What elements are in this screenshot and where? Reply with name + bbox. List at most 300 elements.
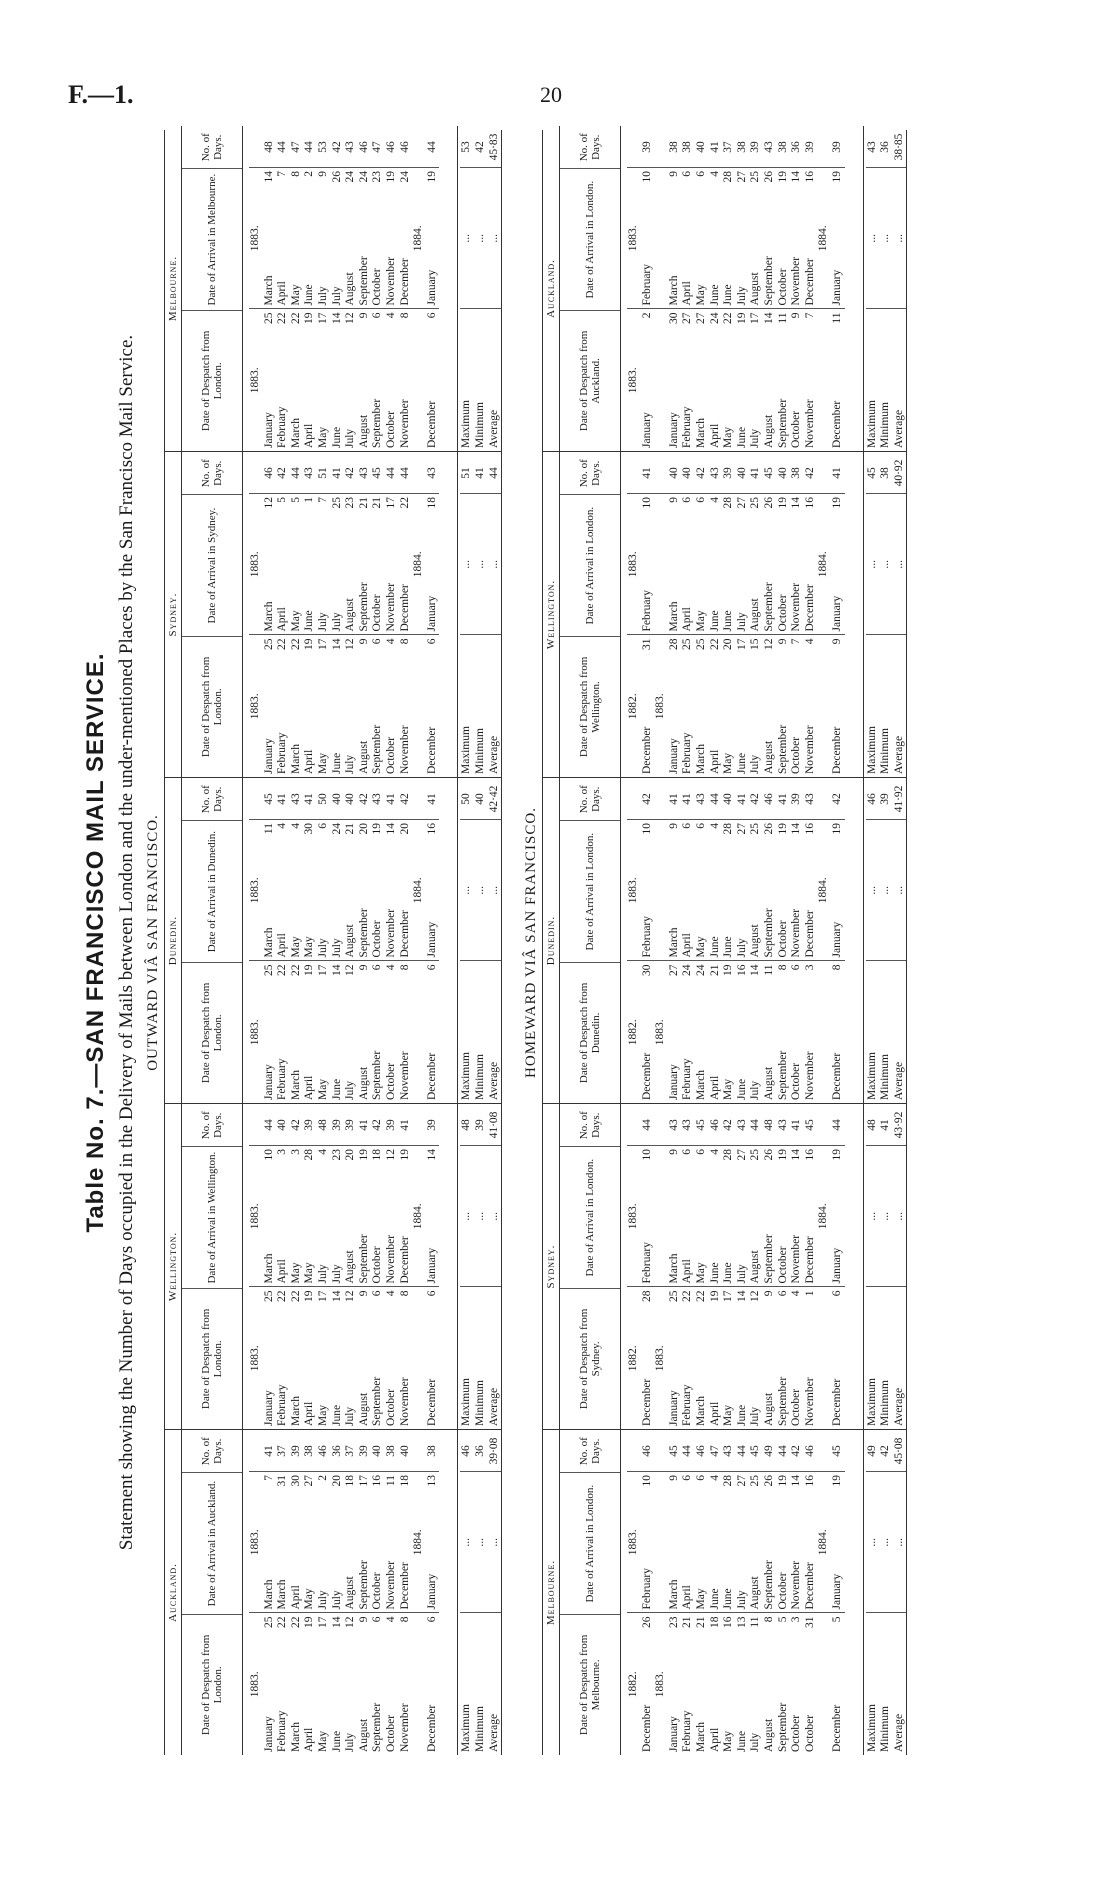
place-name: Sydney. (165, 452, 182, 777)
place-block (543, 1430, 906, 1755)
column-header: Date of Despatch from London. (200, 1308, 224, 1410)
year-label: 1883. (627, 1203, 640, 1230)
month: December (425, 726, 438, 774)
table-row (681, 126, 695, 451)
day: 19 (371, 823, 384, 835)
year-arrival (627, 820, 641, 962)
days-count: 43 (681, 1105, 695, 1146)
column-header: Date of Arrival in London. (560, 496, 620, 637)
table-row (358, 1430, 372, 1755)
day: 22 (695, 1290, 708, 1302)
summary-row (460, 126, 474, 451)
year-label: 1884. (817, 225, 830, 252)
year-label: 1883. (249, 1529, 261, 1556)
arrival-date (290, 1472, 304, 1614)
days-count: 48 (317, 1105, 331, 1146)
column-headers (182, 1430, 243, 1755)
table-row (641, 778, 655, 1103)
month: April (681, 607, 694, 632)
summary-value: 42 (879, 1431, 893, 1472)
table-row (736, 1104, 750, 1429)
day: 8 (398, 312, 411, 319)
summary-label (488, 1614, 502, 1756)
arrival-date (358, 168, 372, 310)
month: December (398, 1562, 411, 1610)
column-header: Date of Arrival in Melbourne. (182, 170, 242, 311)
despatch-date (709, 636, 723, 778)
day: 28 (722, 1149, 735, 1161)
table-row (763, 452, 777, 777)
year-despatch (654, 310, 668, 452)
month: December (831, 400, 843, 448)
summary-label (879, 962, 893, 1104)
month: September (776, 724, 789, 774)
month: November (384, 1560, 397, 1610)
day: 21 (708, 964, 721, 976)
day: 26 (763, 823, 776, 835)
label: Average (892, 735, 905, 774)
table-row (399, 452, 413, 777)
month: June (708, 1262, 721, 1284)
month: December (831, 726, 843, 774)
month: February (640, 915, 653, 958)
table-row (290, 1104, 304, 1429)
summary-row (866, 1104, 880, 1429)
month: October (790, 1388, 803, 1426)
year-label (654, 823, 668, 958)
data-rows (243, 1104, 501, 1429)
summary-row (879, 778, 893, 1103)
day: 14 (790, 497, 803, 509)
day: 16 (722, 1616, 735, 1628)
month: October (384, 1388, 397, 1426)
day: 19 (303, 1290, 316, 1302)
despatch-date (681, 962, 695, 1104)
summary-dots (866, 820, 880, 962)
days-count: 44 (263, 1105, 277, 1146)
month: March (695, 417, 708, 448)
days-count: 44 (749, 1105, 763, 1146)
arrival-date (749, 168, 763, 310)
days-count: 38 (303, 1431, 317, 1472)
days-count: 44 (426, 127, 440, 168)
day: 14 (262, 171, 275, 183)
arrival-date (399, 1146, 413, 1288)
dots: ... (865, 559, 878, 569)
day: 4 (708, 823, 721, 829)
table-row (777, 1104, 791, 1429)
days-count: 36 (331, 1431, 345, 1472)
table-row (790, 778, 804, 1103)
table-row (358, 126, 372, 451)
days-count: 39 (804, 127, 818, 168)
month: September (371, 1702, 384, 1752)
arrival-date (722, 1472, 736, 1614)
arrival-date (385, 1146, 399, 1288)
despatch-date (736, 636, 750, 778)
days-count: 39 (831, 127, 845, 168)
month: March (695, 1721, 708, 1752)
month: January (262, 412, 275, 448)
days-count: 39 (790, 779, 804, 820)
day: 19 (831, 1149, 843, 1161)
days-count: 38 (736, 127, 750, 168)
label: Maximum (865, 1704, 878, 1752)
day: 16 (803, 1475, 816, 1487)
day: 27 (681, 312, 694, 324)
despatch-date (358, 1614, 372, 1756)
days-count: 50 (317, 779, 331, 820)
summary-value: 39 (879, 779, 893, 820)
month: July (735, 612, 748, 632)
despatch-date (695, 1288, 709, 1430)
day: 9 (667, 171, 680, 177)
month: February (681, 1058, 694, 1100)
day: 6 (425, 1290, 438, 1297)
column-header: No. of Days. (182, 1430, 242, 1474)
summary-dots (488, 1472, 502, 1614)
year-row (249, 1104, 263, 1429)
day: 20 (357, 823, 370, 835)
place-name: Dunedin. (543, 778, 560, 1103)
year-label: 1882. (627, 1345, 640, 1372)
day: 18 (425, 497, 438, 509)
day: 17 (357, 1475, 370, 1487)
month: December (803, 910, 816, 958)
month: June (303, 284, 316, 306)
despatch-date (331, 636, 345, 778)
month: July (735, 938, 748, 958)
despatch-date (736, 1288, 750, 1430)
despatch-date (722, 962, 736, 1104)
table-row (276, 1104, 290, 1429)
dots: ... (473, 1537, 486, 1547)
day: 23 (371, 171, 384, 183)
dots: ... (865, 233, 878, 243)
table-row (681, 452, 695, 777)
dots: ... (473, 233, 486, 243)
summary-label (460, 1614, 474, 1756)
table-row (344, 1104, 358, 1429)
day: 4 (803, 638, 816, 645)
year-label: 1883. (627, 877, 640, 904)
days-count: 43 (344, 127, 358, 168)
despatch-date (722, 1614, 736, 1756)
table-row (358, 1104, 372, 1429)
summary-value: 41 (474, 453, 488, 494)
despatch-date (709, 310, 723, 452)
day: 6 (371, 638, 384, 645)
summary (863, 126, 907, 451)
summary-row (488, 126, 502, 451)
day: 4 (384, 1616, 397, 1623)
day: 27 (735, 1149, 748, 1161)
arrival-date (303, 168, 317, 310)
arrival-date (331, 1146, 345, 1288)
month: May (695, 284, 708, 306)
year-label: 1883. (627, 1529, 640, 1556)
month: March (262, 1253, 275, 1284)
month: February (276, 1384, 289, 1426)
column-headers (182, 452, 243, 777)
year-row (817, 778, 831, 1103)
month: November (790, 1560, 803, 1610)
days-count: 41 (399, 1105, 413, 1146)
day: 17 (749, 312, 762, 324)
column-header: Date of Despatch from Dunedin. (578, 982, 603, 1084)
year-arrival (654, 1472, 668, 1614)
label: Maximum (460, 1052, 473, 1100)
arrival-date (371, 494, 385, 636)
month: December (640, 726, 653, 774)
day: 12 (384, 1149, 397, 1161)
table-row (303, 1104, 317, 1429)
summary-label (460, 310, 474, 452)
column-header: No. of Days. (182, 126, 242, 170)
table-row (749, 452, 763, 777)
month: May (722, 1078, 735, 1100)
day: 2 (316, 1475, 329, 1481)
despatch-date (763, 636, 777, 778)
day: 24 (695, 964, 708, 976)
day: 19 (776, 171, 789, 183)
label: Average (892, 1387, 905, 1426)
month: June (330, 1730, 343, 1752)
month: May (316, 752, 329, 774)
day: 16 (803, 497, 816, 509)
day: 4 (384, 638, 397, 645)
day: 3 (289, 1149, 302, 1155)
year-row (249, 452, 263, 777)
arrival-date (790, 1472, 804, 1614)
despatch-date (371, 310, 385, 452)
summary-dots (866, 494, 880, 636)
day: 3 (276, 1149, 289, 1155)
month: December (398, 910, 411, 958)
place-block (165, 126, 501, 452)
summary-row (879, 1430, 893, 1755)
month: November (790, 582, 803, 632)
days-count: 42 (290, 1105, 304, 1146)
table-row (331, 1104, 345, 1429)
despatch-date (303, 962, 317, 1104)
table-row (695, 778, 709, 1103)
days-count: 44 (290, 453, 304, 494)
days-count: 40 (276, 1105, 290, 1146)
year-row (817, 1430, 831, 1755)
arrival-date (399, 820, 413, 962)
arrival-date (385, 168, 399, 310)
empty-cell (817, 1431, 831, 1472)
days-count: 44 (385, 453, 399, 494)
day: 9 (357, 1290, 370, 1297)
month: September (776, 1376, 789, 1426)
summary-row (866, 1430, 880, 1755)
month: April (276, 1259, 289, 1284)
day: 24 (681, 964, 694, 976)
arrival-date (276, 1472, 290, 1614)
day: 17 (316, 1616, 329, 1628)
dots: ... (460, 233, 473, 243)
despatch-date (371, 1288, 385, 1430)
despatch-date (668, 636, 682, 778)
summary-dots (474, 494, 488, 636)
day: 25 (749, 1475, 762, 1487)
spacer-row (845, 778, 857, 1103)
day: 6 (681, 1149, 694, 1155)
year-label: 1883. (654, 1019, 667, 1046)
arrival-date (371, 1472, 385, 1614)
table-row (399, 126, 413, 451)
days-count: 46 (804, 1431, 818, 1472)
despatch-date (371, 1614, 385, 1756)
despatch-date (317, 310, 331, 452)
label: Average (892, 409, 905, 448)
days-count: 40 (399, 1431, 413, 1472)
summary-label (460, 636, 474, 778)
arrival-date (358, 820, 372, 962)
month: June (330, 1404, 343, 1426)
table-row (358, 778, 372, 1103)
month: September (357, 1560, 370, 1610)
day: 4 (708, 1149, 721, 1155)
year-despatch (412, 1614, 426, 1756)
arrival-date (303, 1472, 317, 1614)
arrival-date (831, 1146, 845, 1288)
days-count: 43 (303, 453, 317, 494)
month: May (316, 1404, 329, 1426)
days-count: 38 (790, 453, 804, 494)
despatch-date (344, 310, 358, 452)
month: April (303, 423, 316, 448)
column-headers (182, 1104, 243, 1429)
month: July (749, 754, 762, 774)
arrival-date (763, 1146, 777, 1288)
month: August (749, 924, 762, 958)
year-label: 1883. (249, 1019, 261, 1046)
day: 26 (763, 497, 776, 509)
day: 6 (316, 823, 329, 829)
day: 19 (708, 1290, 721, 1302)
day: 6 (425, 638, 438, 645)
year-arrival (627, 494, 641, 636)
despatch-date (777, 962, 791, 1104)
summary-label (488, 962, 502, 1104)
empty-cell (654, 453, 668, 494)
days-count: 44 (303, 127, 317, 168)
despatch-date (695, 310, 709, 452)
day: 6 (371, 964, 384, 971)
day: 22 (289, 638, 302, 650)
summary-value: 41 (879, 1105, 893, 1146)
month: May (695, 1588, 708, 1610)
days-count: 45 (763, 453, 777, 494)
month: January (262, 1716, 275, 1752)
month: January (640, 412, 653, 448)
month: August (749, 272, 762, 306)
arrival-date (777, 1472, 791, 1614)
year-arrival (817, 168, 831, 310)
month: January (831, 921, 843, 958)
day: 5 (276, 497, 289, 503)
day: 9 (667, 1475, 680, 1481)
despatch-date (790, 1614, 804, 1756)
days-count: 43 (668, 1105, 682, 1146)
day: 26 (640, 1616, 653, 1628)
day: 7 (790, 638, 803, 645)
day: 30 (303, 823, 316, 835)
day: 22 (276, 638, 289, 650)
arrival-date (831, 1472, 845, 1614)
days-count: 43 (426, 453, 440, 494)
arrival-date (385, 1472, 399, 1614)
days-count: 44 (399, 453, 413, 494)
despatch-date (276, 1288, 290, 1430)
table-row (641, 452, 655, 777)
arrival-date (709, 168, 723, 310)
place-name: Auckland. (165, 1430, 182, 1755)
month: April (681, 1259, 694, 1284)
label: Minimum (879, 1379, 892, 1426)
month: August (344, 1576, 357, 1610)
day: 22 (289, 312, 302, 324)
days-count: 39 (344, 1105, 358, 1146)
month: February (681, 1384, 694, 1426)
dots: ... (473, 1211, 486, 1221)
year-arrival (249, 1472, 263, 1614)
year-label (412, 313, 426, 449)
month: February (640, 263, 653, 306)
days-count: 41 (681, 779, 695, 820)
day: 9 (667, 823, 680, 829)
days-count: 42 (722, 1105, 736, 1146)
month: March (289, 743, 302, 774)
despatch-date (263, 1288, 277, 1430)
despatch-date (790, 310, 804, 452)
year-label: 1883. (627, 367, 640, 394)
day: 24 (398, 171, 411, 183)
table-row (344, 126, 358, 451)
day: 21 (344, 823, 357, 835)
arrival-date (426, 820, 440, 962)
day: 28 (722, 171, 735, 183)
month: September (776, 398, 789, 448)
days-count: 43 (290, 779, 304, 820)
month: April (276, 281, 289, 306)
days-count: 40 (371, 1431, 385, 1472)
days-count: 37 (276, 1431, 290, 1472)
dots: ... (879, 1211, 892, 1221)
despatch-date (358, 636, 372, 778)
month: October (790, 410, 803, 448)
dots: ... (879, 1537, 892, 1547)
day: 6 (681, 497, 694, 503)
year-despatch (817, 310, 831, 452)
day: 19 (398, 1149, 411, 1161)
month: June (735, 1404, 748, 1426)
day: 6 (776, 1290, 789, 1297)
month: October (371, 268, 384, 306)
arrival-date (722, 1146, 736, 1288)
despatch-date (399, 962, 413, 1104)
table-row (722, 452, 736, 777)
despatch-date (426, 1288, 440, 1430)
month: April (303, 1401, 316, 1426)
year-label (412, 1617, 426, 1753)
despatch-date (344, 1288, 358, 1430)
month: August (749, 1576, 762, 1610)
days-count: 45 (831, 1431, 845, 1472)
